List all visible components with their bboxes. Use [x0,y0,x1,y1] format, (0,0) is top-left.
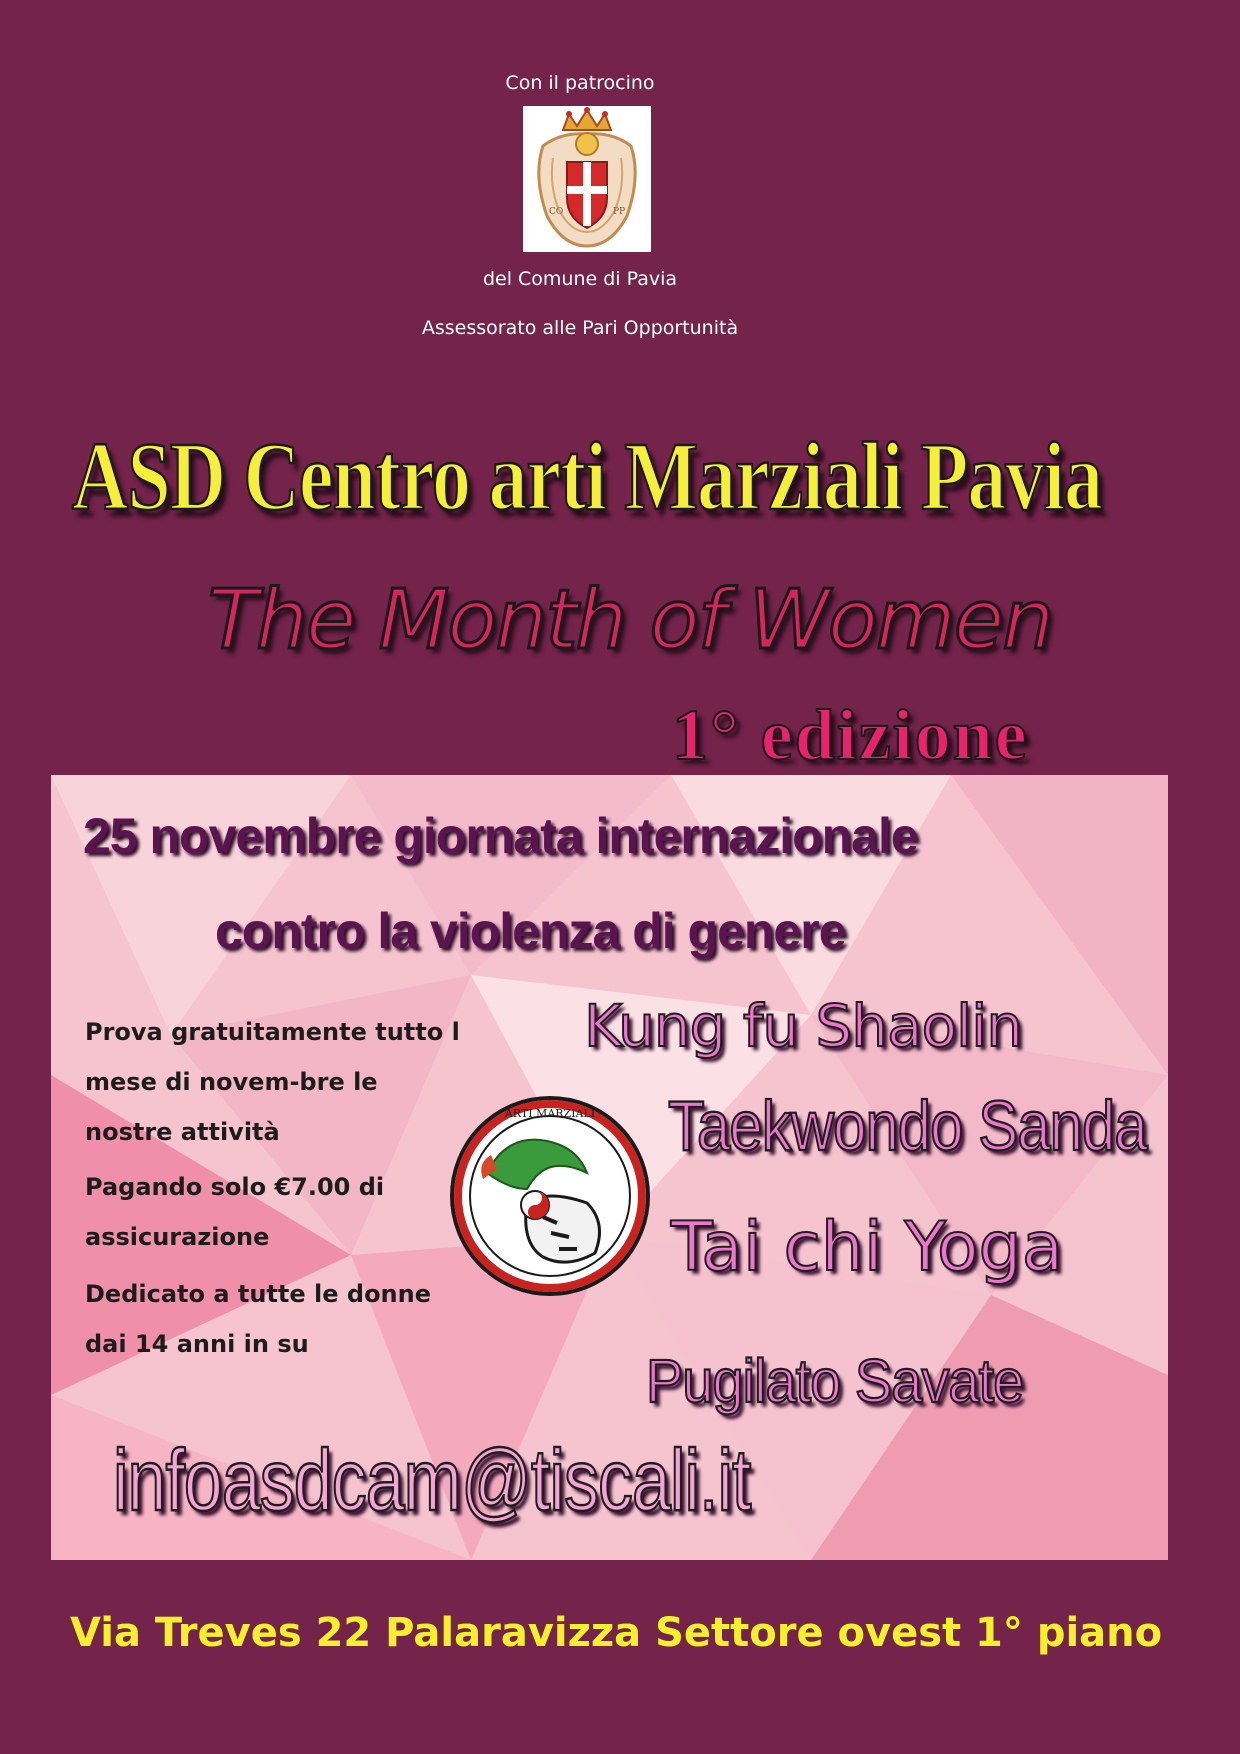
svg-text:CO: CO [549,207,564,217]
svg-text:PP: PP [613,207,626,217]
patronage-assessorato: Assessorato alle Pari Opportunità [421,317,739,339]
martial-arts-logo-icon [447,1093,653,1299]
info-audience: Dedicato a tutte le donne dai 14 anni in su [85,1280,432,1358]
headline-cause: contro la violenza di genere [215,903,846,959]
club-title: ASD Centro arti Marziali Pavia [72,421,1103,530]
patronage-comune: del Comune di Pavia [482,268,678,290]
contact-email[interactable]: infoasdcam@tiscali.it [113,1431,751,1529]
info-free-trial: Prova gratuitamente tutto l mese di novem-bre le nostre attività [85,1018,460,1146]
headline-date: 25 novembre giornata internazionale [83,808,918,864]
info-insurance: Pagando solo €7.00 di assicurazione [85,1173,385,1251]
activity-kung-fu: Kung fu Shaolin [584,992,1023,1060]
pavia-crest-icon [523,106,651,252]
svg-text:ARTI MARZIALI: ARTI MARZIALI [504,1107,596,1120]
venue-address: Via Treves 22 Palaravizza Settore ovest 1° piano [70,1610,1163,1656]
activity-pugilato: Pugilato Savate [646,1346,1024,1416]
event-title: The Month of Women [208,573,1053,668]
patronage-intro: Con il patrocino [505,72,655,94]
edition-label: 1° edizione [672,695,1029,775]
info-panel [51,775,1168,1560]
activity-tai-chi: Tai chi Yoga [671,1208,1064,1287]
activity-taekwondo: Taekwondo Sanda [668,1086,1147,1166]
